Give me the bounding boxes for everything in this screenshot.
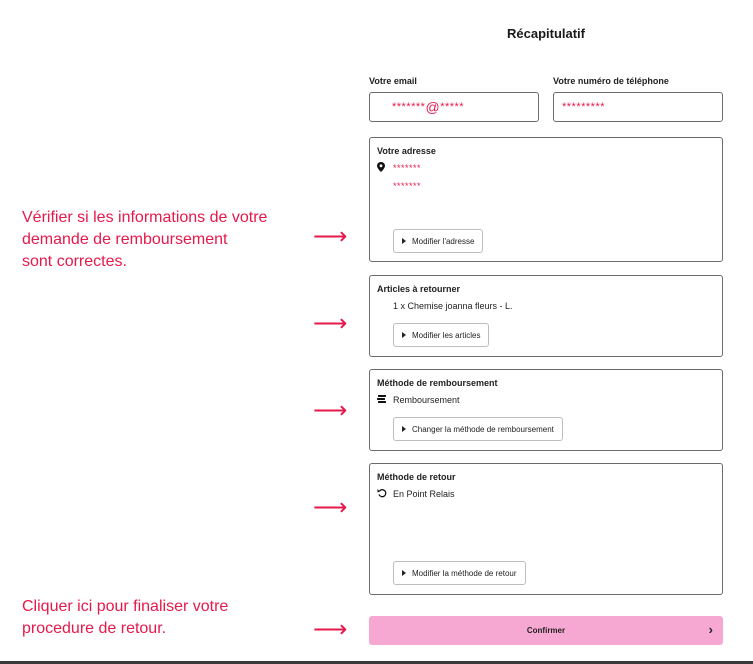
article-item: 1 x Chemise joanna fleurs - L.: [393, 301, 513, 311]
articles-title: Articles à retourner: [377, 284, 461, 294]
confirm-annotation: [22, 596, 228, 640]
page-title: Récapitulatif: [506, 26, 585, 41]
confirm-label: Confirmer: [526, 626, 566, 635]
address-title: Votre adresse: [377, 146, 436, 156]
return-method-value: En Point Relais: [393, 489, 455, 499]
modify-articles-label: Modifier les articles: [412, 330, 481, 340]
modify-return-method-label: Modifier la méthode de retour: [412, 568, 517, 578]
change-refund-method-button[interactable]: [393, 417, 563, 441]
arrow-right-icon: ⟶: [313, 616, 348, 643]
modify-return-method-button[interactable]: [393, 561, 526, 585]
modify-address-label: Modifier l'adresse: [412, 236, 475, 246]
verify-annotation: [22, 207, 267, 273]
caret-right-icon: [402, 426, 406, 432]
phone-value: *********: [562, 101, 606, 113]
confirm-button[interactable]: [369, 616, 723, 645]
email-value-left: *******: [392, 101, 426, 113]
refund-method-card: [369, 369, 723, 451]
email-label: Votre email: [369, 76, 417, 86]
email-at: @: [425, 99, 441, 115]
return-method-title: Méthode de retour: [377, 472, 456, 482]
address-card: [369, 137, 723, 262]
modify-articles-button[interactable]: [393, 323, 489, 347]
confirm-annotation-line-1: Cliquer ici pour finaliser votre: [22, 598, 229, 615]
address-line-1: *******: [393, 163, 422, 173]
map-pin-icon: [377, 162, 385, 172]
return-method-card: [369, 463, 723, 595]
confirm-annotation-line-2: procedure de retour.: [22, 620, 167, 637]
refund-method-value: Remboursement: [393, 395, 460, 405]
verify-annotation-line-1: Vérifier si les informations de votre: [22, 209, 268, 226]
caret-right-icon: [402, 238, 406, 244]
phone-field[interactable]: [553, 92, 723, 122]
caret-right-icon: [402, 332, 406, 338]
arrow-right-icon: ⟶: [313, 223, 348, 250]
email-value-right: *****: [440, 101, 465, 113]
coins-icon: [377, 394, 387, 404]
change-refund-method-label: Changer la méthode de remboursement: [412, 424, 554, 434]
address-line-2: *******: [393, 181, 422, 191]
modify-address-button[interactable]: [393, 229, 483, 253]
arrow-right-icon: ⟶: [313, 494, 348, 521]
phone-label: Votre numéro de téléphone: [553, 76, 669, 86]
refund-method-title: Méthode de remboursement: [377, 378, 498, 388]
arrow-right-icon: ⟶: [313, 310, 348, 337]
return-arrow-icon: [377, 488, 387, 498]
articles-card: [369, 275, 723, 357]
chevron-right-icon: ›: [708, 622, 713, 637]
email-field[interactable]: [369, 92, 539, 122]
verify-annotation-line-2: demande de remboursement: [22, 231, 228, 248]
verify-annotation-line-3: sont correctes.: [22, 253, 127, 270]
caret-right-icon: [402, 570, 406, 576]
arrow-right-icon: ⟶: [313, 397, 348, 424]
